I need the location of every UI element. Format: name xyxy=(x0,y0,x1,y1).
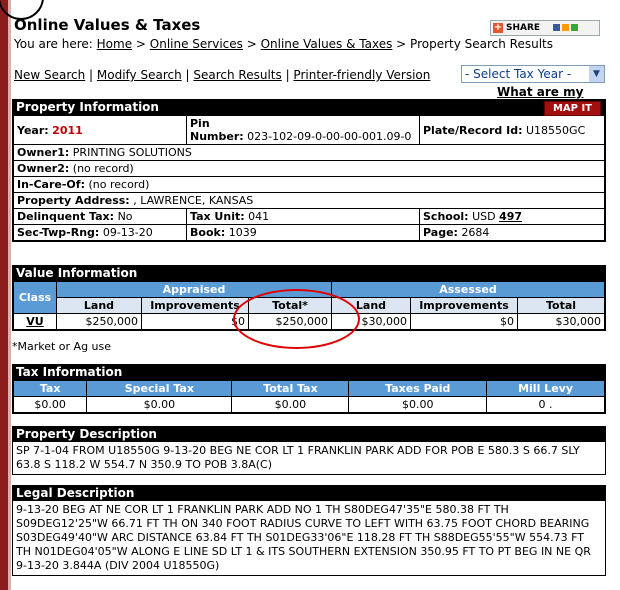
class-link[interactable]: VU xyxy=(26,315,44,328)
window-left-border xyxy=(0,0,8,590)
search-results-link[interactable]: Search Results xyxy=(193,68,282,82)
section-title: Property Information xyxy=(16,100,159,114)
section-header: Property Description xyxy=(13,427,605,442)
assessed-land-value: $30,000 xyxy=(332,314,411,330)
owner1-label: Owner1: xyxy=(17,146,70,159)
tax-table xyxy=(13,380,605,413)
mill-levy-value: 0 . xyxy=(487,397,605,413)
section-header xyxy=(13,100,605,115)
appraised-improvements-value: $0 xyxy=(142,314,249,330)
col-appraised-land: Land xyxy=(57,298,142,314)
col-special-tax: Special Tax xyxy=(87,381,232,397)
in-care-of-label: In-Care-Of: xyxy=(17,178,85,191)
book-value: 1039 xyxy=(228,226,257,239)
property-info-table xyxy=(13,115,605,241)
tax-information-section xyxy=(12,364,606,414)
tax-year-select-value: - Select Tax Year - xyxy=(465,67,572,81)
window-left-border-shadow xyxy=(8,0,11,590)
col-mill-levy: Mill Levy xyxy=(487,381,605,397)
new-search-link[interactable]: New Search xyxy=(14,68,86,82)
share-button[interactable] xyxy=(490,20,600,36)
tax-unit-value: 041 xyxy=(248,210,270,223)
year-value: 2011 xyxy=(52,123,83,137)
year-label: Year: xyxy=(17,123,49,137)
col-tax: Tax xyxy=(14,381,87,397)
school-prefix: USD xyxy=(472,210,496,223)
breadcrumb-current: Property Search Results xyxy=(410,37,554,51)
share-label: SHARE xyxy=(506,23,541,33)
property-information-section xyxy=(12,99,606,242)
class-header: Class xyxy=(14,282,57,314)
delinquent-tax-label: Delinquent Tax: xyxy=(17,210,115,223)
facebook-icon xyxy=(553,24,560,31)
school-label: School: xyxy=(423,210,469,223)
section-header: Tax Information xyxy=(13,365,605,380)
owner2-label: Owner2: xyxy=(17,162,70,175)
breadcrumb-prefix: You are here: xyxy=(14,37,93,51)
page-value: 2684 xyxy=(461,226,490,239)
plate-value: U18550GC xyxy=(526,123,586,137)
section-header: Legal Description xyxy=(13,486,605,501)
breadcrumb-online-values[interactable]: Online Values & Taxes xyxy=(260,37,393,51)
breadcrumb: You are here: Home > Online Services > Online Values & Taxes > Property Search Results xyxy=(14,37,554,51)
what-are-my-taxes-link[interactable]: What are my xyxy=(497,85,584,99)
plate-label: Plate/Record Id: xyxy=(423,123,523,137)
property-description-section xyxy=(12,426,606,475)
delinquent-tax-value: No xyxy=(117,210,133,223)
tax-year-select[interactable] xyxy=(461,65,605,83)
appraised-header: Appraised xyxy=(57,282,332,298)
school-link[interactable]: 497 xyxy=(499,210,523,223)
pin-label: Pin xyxy=(190,117,210,130)
appraised-land-value: $250,000 xyxy=(57,314,142,330)
legal-description-text: 9-13-20 BEG AT NE COR LT 1 FRANKLIN PARK ADD NO 1 TH S80DEG47'35"E 580.38 FT TH S09DEG12'25"W 66.71 FT TH ON 340 FOOT RADIUS CURVE TO LEFT WITH 63.75 FOOT CHORD BEARING S03DEG49'40"W ARC DISTANCE 63.84 FT TH S01DEG33'06"E 118.28 FT TH S88DEG55'55"W 554.73 FT TH N01DEG04'05"W ALONG E LINE SD LT 1 & ITS SOUTHERN EXTENSION 350.95 FT TO PT BEG IN NE QR 9-13-20 3.844A (DIV 2004 U18550G) xyxy=(16,503,591,572)
taxes-paid-value: $0.00 xyxy=(349,397,487,413)
property-description-text: SP 7-1-04 FROM U18550G 9-13-20 BEG NE COR LT 1 FRANKLIN PARK ADD FOR POB E 580.3 S 66.7 SLY 63.8 S 118.2 W 554.7 N 350.9 TO POB 3.8A(C) xyxy=(16,444,580,471)
search-nav: New Search | Modify Search | Search Results | Printer-friendly Version xyxy=(14,68,431,82)
total-tax-value: $0.00 xyxy=(232,397,349,413)
page-label: Page: xyxy=(423,226,458,239)
market-footnote: *Market or Ag use xyxy=(12,340,112,353)
more-share-icon xyxy=(571,24,578,31)
col-taxes-paid: Taxes Paid xyxy=(349,381,487,397)
assessed-improvements-value: $0 xyxy=(411,314,518,330)
sec-twp-rng-value: 09-13-20 xyxy=(102,226,153,239)
col-assessed-land: Land xyxy=(332,298,411,314)
col-appraised-total: Total* xyxy=(249,298,332,314)
highlight-ellipse-annotation xyxy=(233,289,360,349)
breadcrumb-online-services[interactable]: Online Services xyxy=(149,37,243,51)
col-total-tax: Total Tax xyxy=(232,381,349,397)
owner1-value: PRINTING SOLUTIONS xyxy=(72,146,192,159)
assessed-header: Assessed xyxy=(332,282,605,298)
assessed-total-value: $30,000 xyxy=(518,314,605,330)
map-it-button[interactable]: MAP IT xyxy=(544,101,601,116)
modify-search-link[interactable]: Modify Search xyxy=(96,68,182,82)
tax-unit-label: Tax Unit: xyxy=(190,210,245,223)
table-row xyxy=(14,397,605,413)
col-assessed-total: Total xyxy=(518,298,605,314)
page-title: Online Values & Taxes xyxy=(14,16,201,34)
owner2-value: (no record) xyxy=(72,162,134,175)
printer-friendly-link[interactable]: Printer-friendly Version xyxy=(293,68,431,82)
book-label: Book: xyxy=(190,226,226,239)
chevron-down-icon: ▼ xyxy=(589,66,604,82)
pin-value: 023-102-09-0-00-00-001.09-0 xyxy=(247,130,412,143)
col-assessed-improvements: Improvements xyxy=(411,298,518,314)
property-address-value: , LAWRENCE, KANSAS xyxy=(133,194,254,207)
plus-icon: + xyxy=(493,22,503,33)
bookmark-icon xyxy=(562,24,569,31)
appraised-total-value: $250,000 xyxy=(249,314,332,330)
sec-twp-rng-label: Sec-Twp-Rng: xyxy=(17,226,100,239)
col-appraised-improvements: Improvements xyxy=(142,298,249,314)
special-tax-value: $0.00 xyxy=(87,397,232,413)
tax-value: $0.00 xyxy=(14,397,87,413)
pin-label-2: Number: xyxy=(190,130,244,143)
breadcrumb-home[interactable]: Home xyxy=(96,37,133,51)
legal-description-section xyxy=(12,485,606,576)
in-care-of-value: (no record) xyxy=(88,178,150,191)
property-address-label: Property Address: xyxy=(17,194,130,207)
section-header: Value Information xyxy=(13,266,605,281)
